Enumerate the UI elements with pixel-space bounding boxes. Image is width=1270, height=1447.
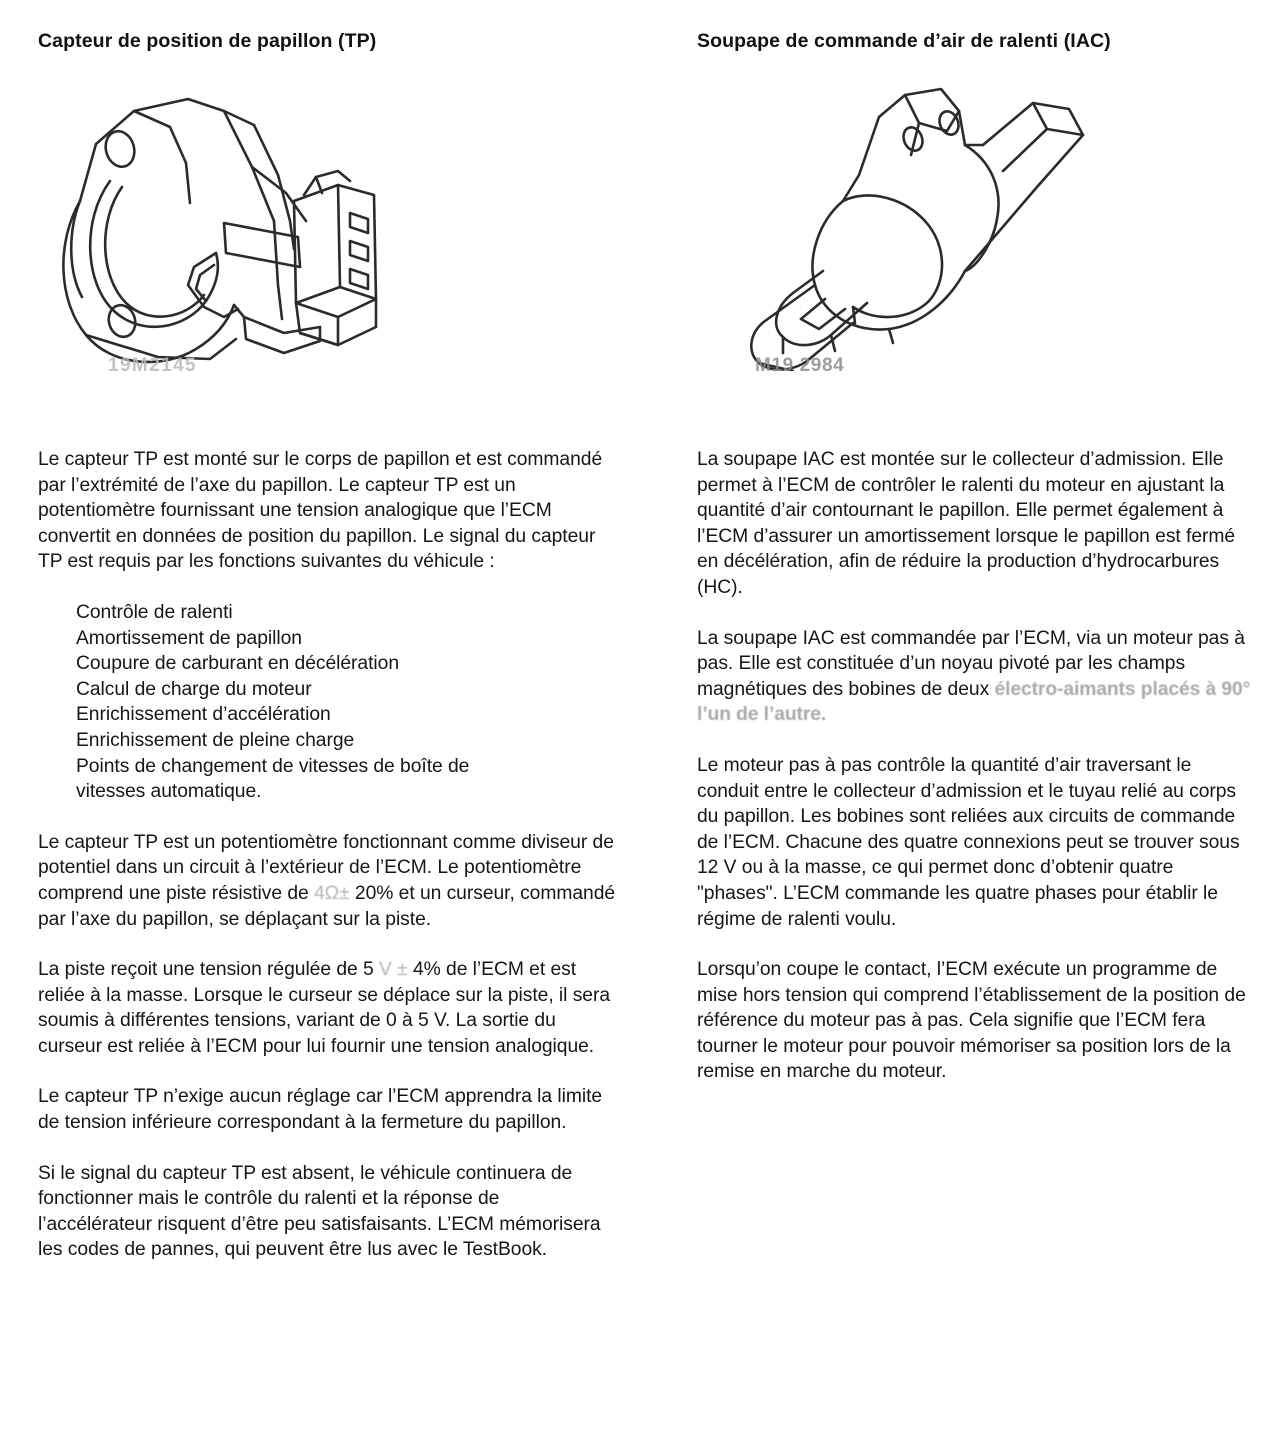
ohm-symbol-faded: Ω — [324, 882, 340, 904]
tp-functions-list — [38, 600, 618, 805]
right-figure-caption: M19 2984 — [755, 355, 845, 376]
left-paragraph-2 — [38, 830, 618, 932]
right-body-text — [697, 447, 1257, 1085]
right-paragraph-2-faded-line: électro-aimants placés à 90° l’un de l’autre. — [697, 678, 1251, 726]
left-figure-caption: 19M2145 — [108, 355, 198, 376]
right-paragraph-1: La soupape IAC est montée sur le collecteur d’admission. Elle permet à l’ECM de contrôler le ralenti du moteur en ajustant la quantité d’air contournant le papillon. Elle permet également à l’ECM d’assurer un amortissement lorsque le papillon est fermé en décélération, afin de réduire la production d’hydrocarbures (HC). — [697, 449, 1236, 598]
throttle-position-sensor-drawing — [38, 71, 458, 371]
list-item: Coupure de carburant en décélération — [76, 653, 399, 675]
left-paragraph-3-part-a: La piste reçoit une tension régulée de 5 — [38, 959, 379, 981]
left-body-text — [38, 447, 618, 1263]
left-column — [38, 0, 618, 1263]
list-item: Enrichissement d’accélération — [76, 704, 331, 726]
left-column-heading: Capteur de position de papillon (TP) — [38, 30, 377, 52]
right-paragraph-2 — [697, 626, 1257, 728]
left-paragraph-3 — [38, 957, 618, 1059]
list-item: Points de changement de vitesses de boîte de — [76, 755, 470, 777]
idle-air-control-valve-figure — [697, 71, 1257, 441]
throttle-position-sensor-figure — [38, 71, 618, 441]
list-item: Amortissement de papillon — [76, 627, 302, 649]
right-paragraph-4: Lorsqu’on coupe le contact, l’ECM exécute un programme de mise hors tension qui comprend l’établissement de la position de référence du moteur pas à pas. Cela signifie que l’ECM fera tourner le moteur pour pouvoir mémoriser sa position lors de la remise en marche du moteur. — [697, 959, 1246, 1083]
right-paragraph-3: Le moteur pas à pas contrôle la quantité d’air traversant le conduit entre le collecteur d’admission et le tuyau relié au corps du papillon. Les bobines sont reliées aux circuits de commande de l’ECM. Chacune des quatre connexions peut se trouver sous 12 V ou à la masse, ce qui permet donc d’obtenir quatre "phases". L’ECM commande les quatre phases pour établir le régime de ralenti voulu. — [697, 754, 1240, 930]
right-column — [697, 0, 1257, 1085]
resistance-value-faded: 4 — [313, 882, 325, 904]
left-paragraph-2-part-a: Le capteur TP est un potentiomètre fonctionnant comme diviseur de potentiel dans un circuit à l’extérieur de l’ECM. Le potentiomètre comprend une piste résistive de — [38, 831, 614, 904]
left-paragraph-4: Le capteur TP n’exige aucun réglage car l’ECM apprendra la limite de tension inférieure correspondant à la fermeture du papillon. — [38, 1086, 603, 1134]
volt-symbol-faded: V — [378, 959, 392, 981]
right-column-heading: Soupape de commande d’air de ralenti (IAC) — [697, 30, 1111, 52]
left-paragraph-2-part-b: 20% et un curseur, commandé par l’axe du papillon, se déplaçant sur la piste. — [38, 882, 616, 930]
list-item: Enrichissement de pleine charge — [76, 729, 355, 751]
left-paragraph-3-part-b: 4% de l’ECM et est reliée à la masse. Lorsque le curseur se déplace sur la piste, il sera soumis à différentes tensions, variant de 0 à 5 V. La sortie du curseur est reliée à l’ECM pour lui fournir une tension analogique. — [38, 959, 611, 1057]
left-paragraph-5: Si le signal du capteur TP est absent, le véhicule continuera de fonctionner mais le contrôle du ralenti et la réponse de l’accélérateur risquent d’être peu satisfaisants. L’ECM mémorisera les codes de pannes, qui peuvent être lus avec le TestBook. — [38, 1162, 601, 1261]
plus-minus-symbol-faded: ± — [339, 882, 350, 904]
left-paragraph-1: Le capteur TP est monté sur le corps de papillon et est commandé par l’extrémité de l’axe du papillon. Le capteur TP est un potentiomètre fournissant une tension analogique que l’ECM convertit en données de position du papillon. Le signal du capteur TP est requis par les fonctions suivantes du véhicule : — [38, 449, 603, 573]
list-item: Contrôle de ralenti — [76, 601, 233, 623]
list-item: vitesses automatique. — [76, 781, 262, 803]
plus-minus-symbol-voltage-faded: ± — [397, 959, 408, 981]
list-item: Calcul de charge du moteur — [76, 678, 312, 700]
idle-air-control-valve-drawing — [697, 71, 1117, 371]
right-paragraph-2-part-a: La soupape IAC est commandée par l’ECM, via un moteur pas à pas. Elle est constituée d’un noyau pivoté par les champs magnétiques des bobines de deux — [697, 627, 1245, 700]
